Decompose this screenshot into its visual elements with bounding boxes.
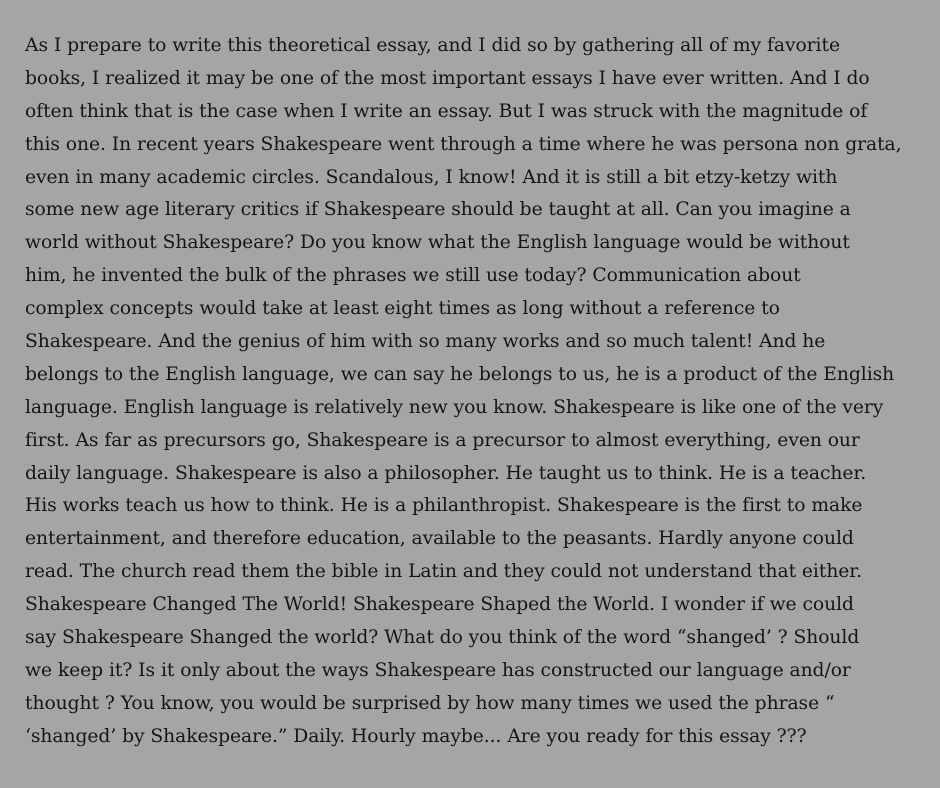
essay-line: Shakespeare. And the genius of him with so many works and so much talent! And he (25, 331, 826, 353)
essay-line: language. English language is relatively new you know. Shakespeare is like one of the very (25, 396, 884, 418)
essay-line: thought ? You know, you would be surprised by how many times we used the phrase “ (25, 692, 835, 714)
essay-line: As I prepare to write this theoretical essay, and I did so by gathering all of my favorite (25, 35, 840, 56)
essay-line: this one. In recent years Shakespeare went through a time where he was persona non grata, (25, 133, 902, 155)
essay-line: read. The church read them the bible in Latin and they could not understand that either. (25, 561, 863, 583)
essay-line: daily language. Shakespeare is also a philosopher. He taught us to think. He is a teacher. (25, 462, 867, 484)
essay-line: world without Shakespeare? Do you know what the English language would be without (25, 232, 850, 254)
essay-line: we keep it? Is it only about the ways Shakespeare has constructed our language and/or (25, 659, 851, 681)
essay-line: him, he invented the bulk of the phrases we still use today? Communication about (25, 265, 801, 287)
essay-line: Shakespeare Changed The World! Shakespeare Shaped the World. I wonder if we could (25, 594, 854, 616)
essay-line: some new age literary critics if Shakespeare should be taught at all. Can you imagine a (25, 199, 851, 221)
essay-line: belongs to the English language, we can say he belongs to us, he is a product of the English (25, 363, 895, 385)
essay-line: even in many academic circles. Scandalous, I know! And it is still a bit etzy-ketzy with (25, 166, 838, 188)
essay-line: say Shakespeare Shanged the world? What do you think of the word “shanged’ ? Should (25, 627, 860, 649)
essay-line: complex concepts would take at least eight times as long without a reference to (25, 298, 780, 320)
essay-line: often think that is the case when I write an essay. But I was struck with the magnitude of (25, 100, 868, 122)
essay-text (25, 30, 920, 754)
essay-line: books, I realized it may be one of the most important essays I have ever written. And I do (25, 67, 870, 89)
essay-line: ‘shanged’ by Shakespeare.” Daily. Hourly maybe... Are you ready for this essay ??? (25, 725, 807, 747)
essay-line: first. As far as precursors go, Shakespeare is a precursor to almost everything, even our (25, 429, 860, 451)
essay-line: His works teach us how to think. He is a philanthropist. Shakespeare is the first to make (25, 495, 863, 517)
essay-line: entertainment, and therefore education, available to the peasants. Hardly anyone could (25, 528, 854, 550)
